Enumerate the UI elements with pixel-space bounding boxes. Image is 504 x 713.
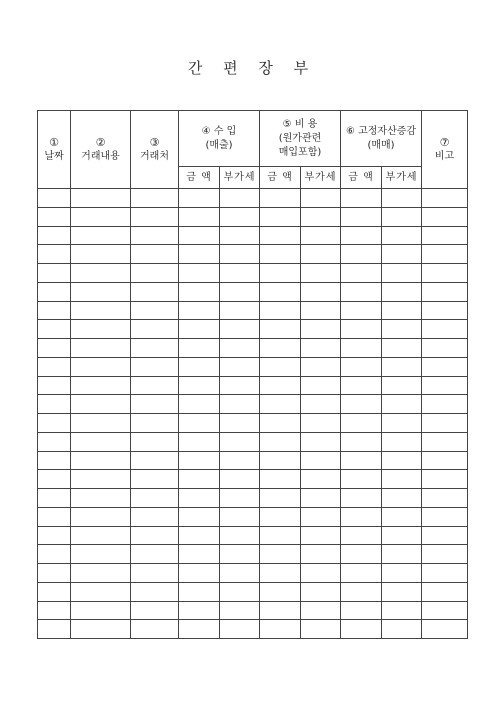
header-remarks-number: ⑦ (439, 136, 450, 149)
table-cell[interactable] (220, 620, 260, 639)
table-cell[interactable] (220, 414, 260, 433)
table-cell[interactable] (179, 526, 220, 545)
table-cell[interactable] (220, 526, 260, 545)
table-cell[interactable] (341, 620, 382, 639)
table-cell[interactable] (341, 564, 382, 583)
header-expense (260, 111, 341, 167)
table-cell[interactable] (341, 376, 382, 395)
table-cell[interactable] (38, 282, 71, 301)
header-expense-amount: 금 액 (260, 167, 301, 189)
table-cell[interactable] (179, 601, 220, 620)
table-cell[interactable] (179, 620, 220, 639)
table-cell[interactable] (301, 189, 341, 208)
table-cell[interactable] (131, 582, 179, 601)
table-cell[interactable] (301, 226, 341, 245)
table-cell[interactable] (71, 301, 131, 320)
table-cell[interactable] (131, 226, 179, 245)
table-cell[interactable] (131, 470, 179, 489)
table-cell[interactable] (131, 545, 179, 564)
table-cell[interactable] (38, 264, 71, 283)
table-cell[interactable] (422, 451, 468, 470)
table-cell[interactable] (260, 545, 301, 564)
table-cell[interactable] (422, 545, 468, 564)
table-cell[interactable] (71, 582, 131, 601)
table-cell[interactable] (341, 432, 382, 451)
table-cell[interactable] (301, 564, 341, 583)
table-cell[interactable] (341, 489, 382, 508)
table-row (38, 245, 468, 264)
table-cell[interactable] (71, 395, 131, 414)
table-cell[interactable] (382, 395, 422, 414)
table-cell[interactable] (382, 301, 422, 320)
table-cell[interactable] (260, 339, 301, 358)
header-date (38, 111, 71, 189)
table-cell[interactable] (131, 264, 179, 283)
table-cell[interactable] (179, 545, 220, 564)
table-cell[interactable] (301, 526, 341, 545)
header-date-number: ① (49, 136, 59, 149)
table-cell[interactable] (179, 320, 220, 339)
table-cell[interactable] (220, 432, 260, 451)
table-cell[interactable] (422, 226, 468, 245)
header-fixed-assets-vat: 부가세 (382, 167, 422, 189)
table-cell[interactable] (131, 526, 179, 545)
table-cell[interactable] (422, 320, 468, 339)
table-cell[interactable] (382, 470, 422, 489)
table-cell[interactable] (179, 376, 220, 395)
table-cell[interactable] (71, 414, 131, 433)
table-row (38, 264, 468, 283)
table-row (38, 320, 468, 339)
table-cell[interactable] (301, 432, 341, 451)
table-cell[interactable] (131, 564, 179, 583)
table-cell[interactable] (341, 357, 382, 376)
table-cell[interactable] (71, 226, 131, 245)
header-income-sub: (매출) (205, 139, 233, 151)
table-cell[interactable] (131, 301, 179, 320)
table-cell[interactable] (422, 432, 468, 451)
header-fixed-assets-title: ⑥ 고정자산증감 (345, 125, 417, 137)
table-row (38, 620, 468, 639)
table-cell[interactable] (179, 432, 220, 451)
table-cell[interactable] (422, 470, 468, 489)
table-cell[interactable] (131, 432, 179, 451)
table-cell[interactable] (382, 582, 422, 601)
table-cell[interactable] (301, 376, 341, 395)
table-cell[interactable] (260, 564, 301, 583)
table-cell[interactable] (382, 245, 422, 264)
table-cell[interactable] (260, 207, 301, 226)
header-partner-label: 거래처 (140, 151, 169, 162)
table-cell[interactable] (422, 582, 468, 601)
table-cell[interactable] (341, 320, 382, 339)
table-cell[interactable] (422, 301, 468, 320)
table-cell[interactable] (131, 620, 179, 639)
table-cell[interactable] (341, 601, 382, 620)
table-cell[interactable] (131, 339, 179, 358)
table-cell[interactable] (38, 507, 71, 526)
table-cell[interactable] (422, 507, 468, 526)
table-row (38, 507, 468, 526)
header-fixed-assets-sub: (매매) (367, 139, 395, 151)
table-cell[interactable] (341, 264, 382, 283)
header-remarks-label: 비고 (434, 151, 455, 162)
table-row (38, 414, 468, 433)
table-cell[interactable] (179, 489, 220, 508)
table-cell[interactable] (422, 339, 468, 358)
table-cell[interactable] (382, 564, 422, 583)
table-row (38, 226, 468, 245)
table-cell[interactable] (301, 301, 341, 320)
table-cell[interactable] (71, 189, 131, 208)
table-cell[interactable] (220, 376, 260, 395)
table-cell[interactable] (301, 320, 341, 339)
table-cell[interactable] (422, 489, 468, 508)
table-cell[interactable] (341, 582, 382, 601)
table-cell[interactable] (422, 526, 468, 545)
table-cell[interactable] (38, 357, 71, 376)
table-cell[interactable] (301, 414, 341, 433)
table-cell[interactable] (341, 545, 382, 564)
table-cell[interactable] (220, 320, 260, 339)
table-cell[interactable] (38, 245, 71, 264)
table-cell[interactable] (422, 376, 468, 395)
table-cell[interactable] (260, 301, 301, 320)
table-cell[interactable] (38, 226, 71, 245)
table-cell[interactable] (260, 282, 301, 301)
table-cell[interactable] (179, 245, 220, 264)
header-fixed-assets (341, 111, 422, 167)
table-cell[interactable] (179, 357, 220, 376)
table-cell[interactable] (422, 395, 468, 414)
table-cell[interactable] (422, 357, 468, 376)
table-cell[interactable] (301, 620, 341, 639)
header-description (71, 111, 131, 189)
table-cell[interactable] (341, 339, 382, 358)
table-cell[interactable] (220, 545, 260, 564)
table-cell[interactable] (220, 339, 260, 358)
table-cell[interactable] (422, 601, 468, 620)
table-cell[interactable] (179, 282, 220, 301)
table-cell[interactable] (341, 507, 382, 526)
table-cell[interactable] (341, 226, 382, 245)
table-cell[interactable] (179, 451, 220, 470)
table-cell[interactable] (38, 207, 71, 226)
table-cell[interactable] (220, 451, 260, 470)
table-row (38, 432, 468, 451)
table-cell[interactable] (301, 339, 341, 358)
table-cell[interactable] (422, 189, 468, 208)
table-cell[interactable] (382, 432, 422, 451)
table-cell[interactable] (260, 414, 301, 433)
table-cell[interactable] (131, 320, 179, 339)
table-cell[interactable] (260, 620, 301, 639)
table-row (38, 207, 468, 226)
table-cell[interactable] (179, 470, 220, 489)
table-cell[interactable] (71, 507, 131, 526)
table-cell[interactable] (71, 282, 131, 301)
table-cell[interactable] (422, 564, 468, 583)
table-cell[interactable] (422, 207, 468, 226)
table-cell[interactable] (382, 339, 422, 358)
table-cell[interactable] (71, 245, 131, 264)
table-cell[interactable] (71, 601, 131, 620)
table-cell[interactable] (220, 564, 260, 583)
table-cell[interactable] (179, 564, 220, 583)
table-cell[interactable] (260, 357, 301, 376)
table-cell[interactable] (71, 545, 131, 564)
table-cell[interactable] (71, 264, 131, 283)
table-cell[interactable] (71, 620, 131, 639)
table-cell[interactable] (341, 470, 382, 489)
table-cell[interactable] (179, 301, 220, 320)
table-cell[interactable] (179, 414, 220, 433)
table-cell[interactable] (422, 620, 468, 639)
header-income-vat: 부가세 (220, 167, 260, 189)
table-row (38, 470, 468, 489)
header-expense-vat: 부가세 (301, 167, 341, 189)
table-cell[interactable] (179, 582, 220, 601)
table-cell[interactable] (179, 264, 220, 283)
table-cell[interactable] (71, 470, 131, 489)
table-cell[interactable] (301, 545, 341, 564)
header-expense-sub2: 매입포함) (278, 146, 322, 158)
table-cell[interactable] (382, 320, 422, 339)
table-cell[interactable] (71, 320, 131, 339)
table-cell[interactable] (260, 526, 301, 545)
table-cell[interactable] (260, 432, 301, 451)
table-cell[interactable] (260, 395, 301, 414)
table-cell[interactable] (38, 620, 71, 639)
ledger-body (38, 189, 468, 639)
table-cell[interactable] (131, 414, 179, 433)
header-income-amount: 금 액 (179, 167, 220, 189)
table-cell[interactable] (71, 564, 131, 583)
table-row (38, 357, 468, 376)
table-cell[interactable] (179, 189, 220, 208)
table-cell[interactable] (422, 245, 468, 264)
table-cell[interactable] (71, 207, 131, 226)
table-row (38, 376, 468, 395)
table-cell[interactable] (38, 432, 71, 451)
table-cell[interactable] (131, 245, 179, 264)
table-cell[interactable] (131, 357, 179, 376)
table-cell[interactable] (260, 489, 301, 508)
table-cell[interactable] (220, 282, 260, 301)
table-cell[interactable] (220, 601, 260, 620)
table-cell[interactable] (179, 507, 220, 526)
table-cell[interactable] (301, 489, 341, 508)
table-cell[interactable] (220, 489, 260, 508)
table-cell[interactable] (260, 264, 301, 283)
table-cell[interactable] (38, 564, 71, 583)
table-row (38, 339, 468, 358)
table-cell[interactable] (260, 451, 301, 470)
table-cell[interactable] (71, 489, 131, 508)
table-cell[interactable] (382, 376, 422, 395)
table-cell[interactable] (382, 489, 422, 508)
table-cell[interactable] (341, 245, 382, 264)
table-cell[interactable] (260, 320, 301, 339)
table-cell[interactable] (382, 226, 422, 245)
table-cell[interactable] (131, 376, 179, 395)
table-cell[interactable] (301, 245, 341, 264)
table-cell[interactable] (382, 189, 422, 208)
table-row (38, 582, 468, 601)
table-cell[interactable] (71, 451, 131, 470)
header-description-number: ② (95, 136, 106, 149)
header-income-title: ④ 수 입 (201, 125, 237, 137)
table-row (38, 526, 468, 545)
table-row (38, 395, 468, 414)
table-cell[interactable] (71, 339, 131, 358)
table-cell[interactable] (71, 526, 131, 545)
table-cell[interactable] (341, 451, 382, 470)
table-cell[interactable] (38, 601, 71, 620)
table-cell[interactable] (341, 282, 382, 301)
table-cell[interactable] (220, 507, 260, 526)
table-row (38, 601, 468, 620)
header-income (179, 111, 260, 167)
header-partner-number: ③ (149, 136, 160, 149)
table-row (38, 489, 468, 508)
table-cell[interactable] (38, 339, 71, 358)
table-cell[interactable] (341, 395, 382, 414)
table-cell[interactable] (131, 451, 179, 470)
table-cell[interactable] (131, 282, 179, 301)
ledger-table (37, 110, 468, 639)
table-cell[interactable] (422, 414, 468, 433)
table-cell[interactable] (131, 207, 179, 226)
table-cell[interactable] (220, 207, 260, 226)
table-cell[interactable] (38, 320, 71, 339)
table-cell[interactable] (220, 264, 260, 283)
table-cell[interactable] (220, 226, 260, 245)
table-cell[interactable] (131, 489, 179, 508)
table-cell[interactable] (179, 226, 220, 245)
page-title: 간 편 장 부 (187, 59, 317, 77)
table-cell[interactable] (71, 357, 131, 376)
header-fixed-assets-amount: 금 액 (341, 167, 382, 189)
table-cell[interactable] (131, 507, 179, 526)
table-cell[interactable] (422, 282, 468, 301)
table-cell[interactable] (38, 395, 71, 414)
table-cell[interactable] (220, 582, 260, 601)
table-cell[interactable] (38, 545, 71, 564)
table-cell[interactable] (301, 582, 341, 601)
table-cell[interactable] (301, 282, 341, 301)
table-cell[interactable] (71, 432, 131, 451)
table-cell[interactable] (341, 189, 382, 208)
table-cell[interactable] (38, 470, 71, 489)
table-cell[interactable] (422, 264, 468, 283)
table-cell[interactable] (260, 226, 301, 245)
header-partner (131, 111, 179, 189)
table-row (38, 282, 468, 301)
table-cell[interactable] (260, 376, 301, 395)
table-cell[interactable] (301, 264, 341, 283)
table-row (38, 189, 468, 208)
table-cell[interactable] (131, 395, 179, 414)
table-cell[interactable] (38, 189, 71, 208)
table-cell[interactable] (260, 582, 301, 601)
table-cell[interactable] (38, 526, 71, 545)
table-cell[interactable] (382, 264, 422, 283)
table-cell[interactable] (301, 507, 341, 526)
header-description-label: 거래내용 (81, 151, 120, 162)
header-expense-sub1: (원가관련 (278, 132, 322, 144)
table-cell[interactable] (220, 301, 260, 320)
table-cell[interactable] (71, 376, 131, 395)
table-cell[interactable] (179, 339, 220, 358)
table-cell[interactable] (260, 470, 301, 489)
table-row (38, 301, 468, 320)
table-cell[interactable] (220, 189, 260, 208)
table-cell[interactable] (341, 207, 382, 226)
table-cell[interactable] (341, 526, 382, 545)
table-cell[interactable] (301, 395, 341, 414)
table-cell[interactable] (220, 357, 260, 376)
table-cell[interactable] (301, 451, 341, 470)
table-cell[interactable] (301, 601, 341, 620)
table-cell[interactable] (260, 245, 301, 264)
table-cell[interactable] (382, 507, 422, 526)
table-cell[interactable] (179, 395, 220, 414)
table-cell[interactable] (38, 489, 71, 508)
table-row (38, 564, 468, 583)
table-cell[interactable] (382, 620, 422, 639)
header-remarks (422, 111, 468, 189)
table-cell[interactable] (382, 451, 422, 470)
table-cell[interactable] (382, 526, 422, 545)
table-row (38, 451, 468, 470)
header-date-label: 날짜 (44, 151, 64, 162)
table-cell[interactable] (301, 207, 341, 226)
table-cell[interactable] (38, 451, 71, 470)
table-cell[interactable] (260, 189, 301, 208)
table-cell[interactable] (220, 470, 260, 489)
header-expense-title: ⑤ 비 용 (282, 118, 318, 130)
table-cell[interactable] (179, 207, 220, 226)
table-cell[interactable] (220, 395, 260, 414)
table-cell[interactable] (38, 414, 71, 433)
table-cell[interactable] (260, 507, 301, 526)
table-cell[interactable] (382, 207, 422, 226)
table-cell[interactable] (382, 357, 422, 376)
table-cell[interactable] (341, 414, 382, 433)
table-cell[interactable] (382, 282, 422, 301)
table-cell[interactable] (131, 601, 179, 620)
table-row (38, 545, 468, 564)
table-cell[interactable] (38, 582, 71, 601)
table-cell[interactable] (382, 414, 422, 433)
table-cell[interactable] (38, 301, 71, 320)
table-cell[interactable] (131, 189, 179, 208)
table-cell[interactable] (38, 376, 71, 395)
table-cell[interactable] (301, 470, 341, 489)
table-cell[interactable] (301, 357, 341, 376)
table-cell[interactable] (382, 545, 422, 564)
table-cell[interactable] (260, 601, 301, 620)
table-cell[interactable] (341, 301, 382, 320)
table-cell[interactable] (220, 245, 260, 264)
table-cell[interactable] (382, 601, 422, 620)
